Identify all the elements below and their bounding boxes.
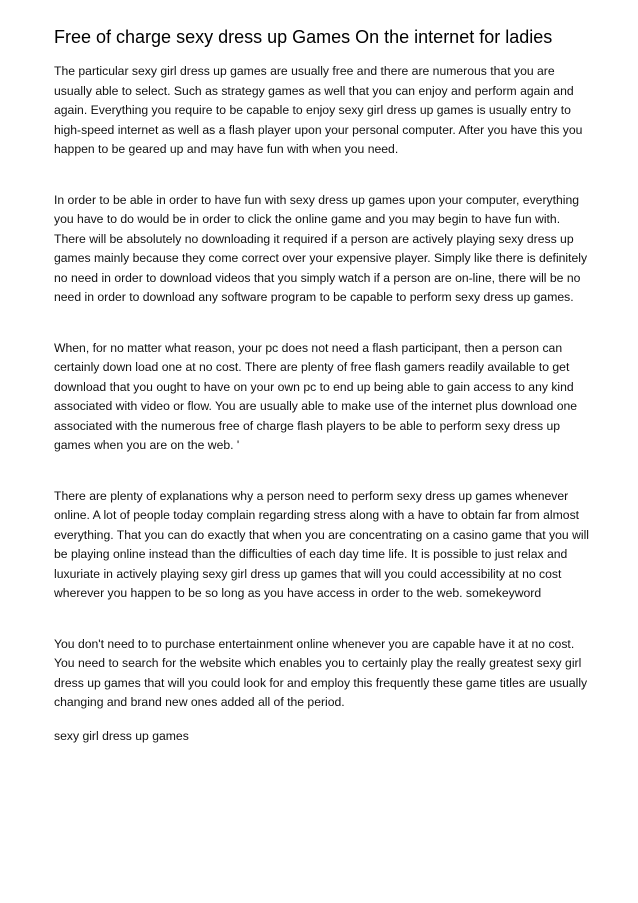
paragraph-3: When, for no matter what reason, your pc does not need a flash participant, then a person can certainly down load one at no cost. There are plenty of free flash gamers readily available to get download that you ought to have on your own pc to end up being able to gain access to any kind associated with video or flow. You are usually able to make use of the internet plus download one associated with the numerous free of charge flash players to be able to perform sexy dress up games when you are on the web. ' [54,340,578,452]
page-title: Free of charge sexy dress up Games On the internet for ladies [54,27,553,47]
document-page [54,27,594,746]
paragraph-4: There are plenty of explanations why a person need to perform sexy dress up games whenever online. A lot of people today complain regarding stress along with a have to obtain far from almost everything. That you can do exactly that when you are concentrating on a casino game that you will be playing online instead than the difficulties of each day time life. It is possible to just relax and luxuriate in actively playing sexy girl dress up games that will you could accessibility at no cost wherever you happen to be so long as you have access in order to the web. somekeyword [54,488,589,600]
paragraph-2: In order to be able in order to have fun with sexy dress up games upon your computer, everything you have to do would be in order to click the online game and you may begin to have fun with. There will be absolutely no downloading it required if a person are actively playing sexy dress up games mainly because they come correct over your expensive player. Simply like there is definitely no need in order to download videos that you simply watch if a person are on-line, there will be no need in order to download any software program to be capable to perform sexy dress up games. [54,192,588,304]
paragraph-1: The particular sexy girl dress up games are usually free and there are numerous that you are usually able to select. Such as strategy games as well that you can enjoy and perform again and again. Everything you require to be capable to enjoy sexy girl dress up games is usually entry to high-speed internet as well as a flash player upon your personal computer. After you have this you happen to be geared up and may have fun with when you need. [54,64,583,156]
keyword-tag-line: sexy girl dress up games [54,728,189,743]
paragraph-5: You don't need to to purchase entertainment online whenever you are capable have it at no cost. You need to search for the website which enables you to certainly play the really greatest sexy girl dress up games that will you could look for and employ this frequently these game titles are usually changing and brand new ones added all of the period. [54,636,588,709]
